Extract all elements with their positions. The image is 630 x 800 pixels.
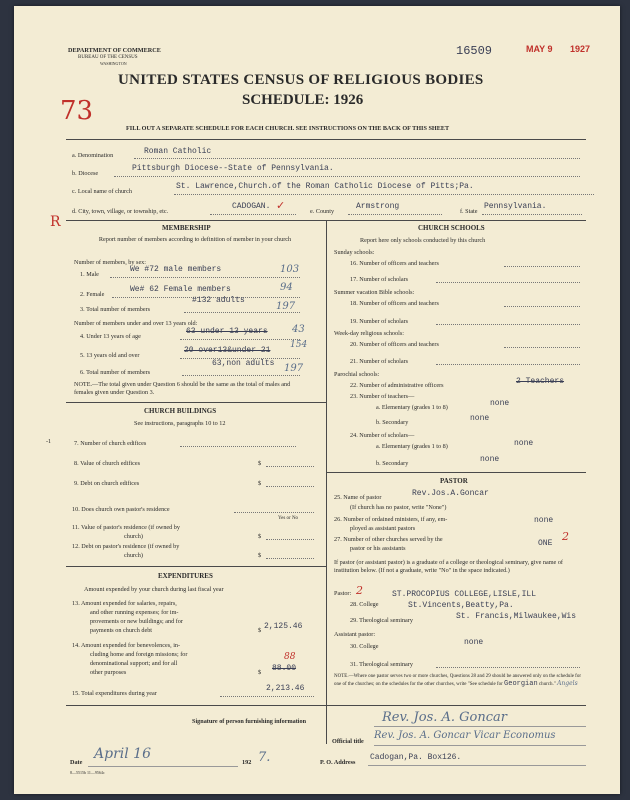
q10-label: 10. Does church own pastor's residence: [72, 506, 170, 513]
serial-number: 16509: [456, 44, 493, 58]
church-name-label: c. Local name of church: [72, 188, 132, 195]
q5-typed: 20 over13&under 21: [184, 346, 271, 355]
signature-value[interactable]: Rev. Jos. A. Goncar: [382, 710, 508, 725]
q2-hand-value[interactable]: 94: [280, 282, 293, 293]
q23b-value[interactable]: none: [470, 414, 490, 423]
assistant-subhead: Assistant pastor:: [334, 631, 376, 638]
q24a-label: a. Elementary (grades 1 to 8): [376, 443, 448, 450]
q27-line2: pastor or his assistants: [350, 545, 406, 552]
q28-value[interactable]: ST.PROCOPIUS COLLEGE,LISLE,ILL: [392, 590, 537, 599]
official-title-value[interactable]: Rev. Jos. A. Goncar Vicar Economus: [374, 730, 556, 741]
pastor-note-text: NOTE.—Where one pastor serves two or more churches, Questions 28 and 29 should be answered only on the schedule for one of the churches; on the schedules for the other churches, write "See schedule for: [334, 674, 582, 687]
diocese-label: b. Diocese: [72, 170, 99, 177]
q12-dollar: $: [258, 552, 262, 559]
q19-label: 19. Number of scholars: [350, 318, 409, 325]
form-code: 8—5515b 11—9564c: [70, 770, 105, 775]
form-instruction: FILL OUT A SEPARATE SCHEDULE FOR EACH CHURCH. SEE INSTRUCTIONS ON THE BACK OF THIS SHEET: [126, 125, 450, 132]
official-title-label: Official title: [332, 738, 364, 745]
q27-hand: 2: [562, 530, 569, 543]
schools-heading: CHURCH SCHOOLS: [418, 224, 485, 232]
q25-note: (If church has no pastor, write "None"): [350, 504, 447, 511]
sunday-schools-label: Sunday schools:: [334, 249, 375, 256]
q24a-value[interactable]: none: [514, 439, 534, 448]
church-name-value[interactable]: St. Lawrence,Church.of the Roman Catholic Diocese of Pitts;Pa.: [176, 182, 474, 191]
q23a-label: a. Elementary (grades 1 to 8): [376, 404, 448, 411]
q28-value-2[interactable]: St.Vincents,Beatty,Pa.: [408, 601, 514, 610]
q9-label: 9. Debt on church edifices: [74, 480, 140, 487]
date-value[interactable]: April 16: [94, 746, 151, 762]
q29-value[interactable]: St. Francis,Milwaukee,Wis: [456, 612, 577, 621]
q28-label: 28. College: [350, 601, 379, 608]
q15-value[interactable]: 2,213.46: [266, 684, 305, 693]
census-schedule-sheet: [14, 6, 620, 794]
margin-mark-r: R: [50, 214, 61, 230]
q21-label: 21. Number of scholars: [350, 358, 409, 365]
q4-hand-value[interactable]: 43: [292, 324, 305, 335]
q3-label: 3. Total number of members: [80, 306, 151, 313]
diocese-value[interactable]: Pittsburgh Diocese--State of Pennsylvania.: [132, 164, 334, 173]
q8-dollar: $: [258, 460, 262, 467]
q23a-value[interactable]: none: [490, 399, 510, 408]
q26-value[interactable]: none: [534, 516, 554, 525]
county-value[interactable]: Armstrong: [356, 202, 400, 211]
q4-typed: 63 under 13 years: [186, 327, 268, 336]
pastor-hand: 2: [356, 584, 363, 597]
signature-label: Signature of person furnishing information: [192, 718, 307, 725]
form-subtitle: SCHEDULE: 1926: [242, 92, 364, 108]
q26-line2: ployed as assistant pastors: [350, 525, 416, 532]
pastor-subhead: Pastor:: [334, 590, 352, 597]
denomination-value[interactable]: Roman Catholic: [144, 147, 212, 156]
pastor-note: [334, 673, 582, 688]
margin-mark: -1: [46, 438, 52, 445]
q11-label-2: church): [124, 533, 143, 540]
city-value[interactable]: CADOGAN.: [232, 202, 271, 211]
q1-typed: We #72 male members: [130, 265, 222, 274]
county-label: e. County: [310, 208, 335, 215]
q25-label: 25. Name of pastor: [334, 494, 382, 501]
q6-typed: 63,non adults: [212, 359, 275, 368]
q22-value[interactable]: 2 Teachers: [516, 377, 565, 386]
q17-label: 17. Number of scholars: [350, 276, 409, 283]
q14-line1: 14. Amount expended for benevolences, in-: [72, 642, 181, 649]
q15-label: 15. Total expenditures during year: [72, 690, 157, 697]
q13-line3: provements or new buildings; and for: [90, 618, 183, 625]
department-label: DEPARTMENT OF COMMERCE: [68, 47, 161, 54]
pastor-heading: PASTOR: [440, 477, 468, 485]
q13-line1: 13. Amount expended for salaries, repairs,: [72, 600, 177, 607]
q27-value[interactable]: ONE: [538, 539, 553, 548]
q30-label: 30. College: [350, 643, 379, 650]
q5-label: 5. 13 years old and over: [80, 352, 140, 359]
q11-dollar: $: [258, 533, 262, 540]
q13-dollar: $: [258, 627, 262, 634]
q14-line4: other purposes: [90, 669, 127, 676]
state-value[interactable]: Pennsylvania.: [484, 202, 547, 211]
q6-label: 6. Total number of members: [80, 369, 151, 376]
yes-no-hint: Yes or No: [278, 516, 299, 521]
q27-line1: 27. Number of other churches served by the: [334, 536, 443, 543]
q24b-value[interactable]: none: [480, 455, 500, 464]
q13-value[interactable]: 2,125.46: [264, 622, 303, 631]
q13-line2: and other running expenses; for im-: [90, 609, 179, 616]
age-label: Number of members under and over 13 years old:: [74, 320, 198, 327]
q14-value[interactable]: 88.00: [272, 664, 297, 673]
q14-line2: cluding home and foreign missions; for: [90, 651, 188, 658]
q12-label: 12. Debt on pastor's residence (if owned by: [72, 543, 180, 550]
expenditures-heading: EXPENDITURES: [158, 572, 213, 580]
members-by-sex-label: Number of members, by sex:: [74, 259, 146, 266]
year-value[interactable]: 7.: [258, 750, 271, 765]
stamp-date: MAY 9: [526, 44, 553, 54]
q3-typed: #132 adults: [192, 296, 245, 305]
q11-label: 11. Value of pastor's residence (if owned by: [72, 524, 180, 531]
city-label: WASHINGTON: [100, 61, 127, 66]
q31-label: 31. Theological seminary: [350, 661, 413, 668]
q9-dollar: $: [258, 480, 262, 487]
q1-hand-value[interactable]: 103: [280, 264, 300, 275]
year-prefix: 192: [242, 759, 252, 766]
q29-label: 29. Theological seminary: [350, 617, 413, 624]
q24b-label: b. Secondary: [376, 460, 409, 467]
q24-label: 24. Number of scholars—: [350, 432, 415, 439]
q8-label: 8. Value of church edifices: [74, 460, 141, 467]
stamp-year: 1927: [570, 44, 591, 54]
q23b-label: b. Secondary: [376, 419, 409, 426]
address-value[interactable]: Cadogan,Pa. Box126.: [370, 753, 462, 762]
q22-label: 22. Number of administrative officers: [350, 382, 444, 389]
q25-value[interactable]: Rev.Jos.A.Goncar: [412, 489, 489, 498]
q2-typed: We# 62 Female members: [130, 285, 231, 294]
bureau-label: BUREAU OF THE CENSUS: [78, 55, 138, 60]
parochial-schools-label: Parochial schools:: [334, 371, 380, 378]
membership-note: NOTE.—The total given under Question 6 should be the same as the total of males and females given under Question 3.: [74, 381, 291, 396]
q14-dollar: $: [258, 669, 262, 676]
expenditures-sub: Amount expended by your church during last fiscal year: [84, 586, 224, 593]
q6-hand-value[interactable]: 197: [284, 363, 304, 374]
pastor-note-end: church.": [538, 682, 556, 687]
weekday-schools-label: Week-day religious schools:: [334, 330, 404, 337]
membership-heading: MEMBERSHIP: [162, 224, 211, 232]
q30-value[interactable]: none: [464, 638, 484, 647]
q12-label-2: church): [124, 552, 143, 559]
q20-label: 20. Number of officers and teachers: [350, 341, 439, 348]
form-title: UNITED STATES CENSUS OF RELIGIOUS BODIES: [118, 72, 484, 88]
q2-label: 2. Female: [80, 291, 105, 298]
q16-label: 16. Number of officers and teachers: [350, 260, 439, 267]
q7-label: 7. Number of church edifices: [74, 440, 147, 447]
q13-line4: payments on church debt: [90, 627, 153, 634]
schools-intro: Report here only schools conducted by this church: [360, 237, 486, 244]
summer-schools-label: Summer vacation Bible schools:: [334, 289, 415, 296]
graduate-note: If pastor (or assistant pastor) is a graduate of a college or theological seminary, give name of institution below. (If not a graduate, write "No" in the space indicated.): [334, 559, 563, 574]
q14-hand: 88: [284, 652, 296, 662]
denomination-label: a. Denomination: [72, 152, 114, 159]
handwritten-number: 73: [60, 96, 94, 126]
q23-label: 23. Number of teachers—: [350, 393, 415, 400]
buildings-sub: See instructions, paragraphs 10 to 12: [134, 420, 226, 427]
q26-line1: 26. Number of ordained ministers, if any, em-: [334, 516, 448, 523]
check-icon: ✓: [276, 200, 286, 212]
q4-label: 4. Under 13 years of age: [80, 333, 141, 340]
pastor-note-hand: Angels: [557, 680, 578, 687]
state-label: f. State: [460, 208, 478, 215]
q5-hand-value[interactable]: 154: [290, 340, 308, 350]
q1-label: 1. Male: [80, 271, 99, 278]
buildings-heading: CHURCH BUILDINGS: [144, 407, 217, 415]
q3-hand-value[interactable]: 197: [276, 301, 296, 312]
date-label: Date: [70, 759, 83, 766]
address-label: P. O. Address: [320, 759, 356, 766]
q14-line3: denominational support; and for all: [90, 660, 178, 667]
pastor-note-typed: Georgian: [504, 680, 538, 688]
membership-intro: Report number of members according to definition of member in your church: [98, 236, 292, 243]
q18-label: 18. Number of officers and teachers: [350, 300, 439, 307]
city-label-field: d. City, town, village, or township, etc.: [72, 208, 169, 215]
